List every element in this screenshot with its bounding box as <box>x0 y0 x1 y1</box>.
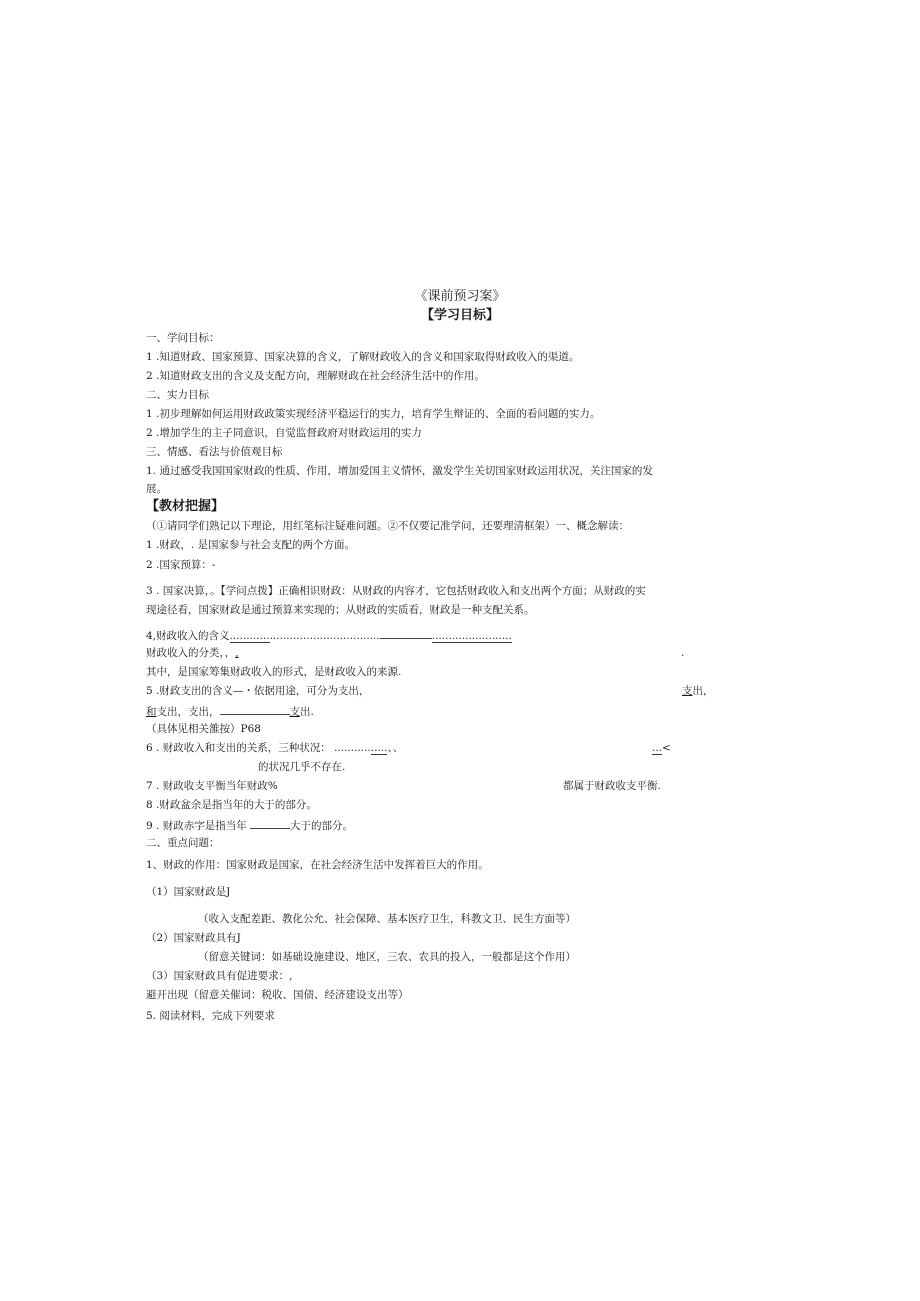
concept-9 <box>146 817 353 833</box>
concept-5-line-3: （具体见相关雒按）P68 <box>146 723 261 735</box>
concept-5-zhi: 支 <box>682 685 693 697</box>
textbook-heading: 【教材把握】 <box>146 499 225 514</box>
concept-7: 7 . 财政收支平衡当年财政% <box>146 780 278 792</box>
section-knowledge-heading: 一、学问目标： <box>146 332 220 344</box>
concept-4-line-3: 其中，是国家筹集财政收入的形式，是财政收入的来源. <box>146 666 402 678</box>
concept-5-chu-2: 出. <box>300 706 314 718</box>
focus-1-1-note: （收入支配差距、教化公允、社会保障、基本医疗卫生，科教文卫、民生方面等） <box>198 913 576 925</box>
concept-1: 1 .财政，. 是国家参与社会支配的两个方面。 <box>146 539 356 551</box>
concept-9-end: 大于的部分。 <box>290 820 354 832</box>
values-item-1-line-2: 展。 <box>146 483 167 495</box>
concept-5-zhi-2: 支 <box>289 706 300 718</box>
focus-1-1: （1）国家财政是J <box>146 886 231 898</box>
section-values-heading: 三、情感、看法与价值观目标 <box>146 446 283 458</box>
focus-1: 1、财政的作用：国家财政是国家，在社会经济生活中发挥着巨大的作用。 <box>146 859 489 871</box>
concept-6-line-1 <box>146 741 403 755</box>
instructions-paragraph: （①请同学们熟记以下理论，用红笔标注疑难问题。②不仅要记准学问，还要理清框架）一、概念解读： <box>146 520 629 532</box>
ability-item-1: 1 .初步理解如何运用财政政策实现经济平稳运行的实力，培育学生辩证的、全面的看问题的实力。 <box>146 408 601 420</box>
page-title: 《课前预习案》 <box>414 289 506 304</box>
concept-6-end: < <box>662 742 671 754</box>
concept-6-text: 6 . 财政收入和支出的关系，三种状况： <box>146 742 331 754</box>
concept-4-comma: , <box>235 647 239 659</box>
concept-2: 2 .国家预算：- <box>146 559 216 571</box>
learning-goals-heading: 【学习目标】 <box>420 308 499 323</box>
concept-4-dots-2: ................................. <box>269 630 380 642</box>
concept-4-line-2 <box>146 646 239 660</box>
concept-4-dots-1: ............ <box>229 630 270 642</box>
concept-4-line-1 <box>146 627 512 643</box>
concept-4-dots-3: ........................ <box>431 630 512 642</box>
concept-4-classification: 财政收入的分类，， <box>146 647 236 659</box>
concept-6-dots-1: ........... <box>334 742 371 754</box>
concept-5-he: 和 <box>146 706 157 718</box>
reading-task: 5. 阅读材料，完成下列要求 <box>146 1010 275 1022</box>
concept-8: 8 .财政盆余是指当年的大于的部分。 <box>146 799 317 811</box>
section-ability-heading: 二、实力目标 <box>146 389 209 401</box>
concept-6-line-2: 的状况几乎不存在. <box>258 761 346 773</box>
concept-3-line-1: 3 . 国家决算，。【学问点拨】正确相识财政：从财政的内容才，它包括财政收入和支出两个方面；从财政的实 <box>146 585 646 597</box>
focus-1-2-note: （留意关键词：如基础设施建设、地区，三农、农具的投入，一般都是这个作用） <box>198 951 576 963</box>
values-item-1-line-1: 1. 通过感受我国国家财政的性质、作用，增加爱国主义情怀，激发学生关切国家财政运用状况，关注国家的发 <box>146 465 653 477</box>
knowledge-item-1: 1 .知道财政、国家预算、国家决算的含义，了解财政收入的含义和国家取得财政收入的渠道。 <box>146 351 580 363</box>
concept-9-text: 9 . 财政赤字是指当年 <box>146 820 247 832</box>
focus-1-2: （2）国家财政具有J <box>146 932 241 944</box>
concept-5-line-1-end <box>682 684 714 698</box>
concept-4-label: 4,财政收入的含义 <box>146 630 230 642</box>
concept-9-blank <box>250 817 290 829</box>
concept-4-line-2-end: . <box>681 647 685 659</box>
focus-heading: 二、重点问题： <box>146 837 220 849</box>
concept-6-dots-2: ..... <box>370 742 388 754</box>
concept-5-line-2 <box>146 703 314 719</box>
concept-5-line-1: 5 .财政支出的含义—・依据用途，可分为支出， <box>146 685 370 697</box>
concept-6-line-1-end <box>652 741 671 755</box>
ability-item-2: 2 .增加学生的主子同意识，自觉监督政府对财政运用的实力 <box>146 427 422 439</box>
concept-7-end: 都属于财政收支平衡. <box>563 780 661 792</box>
focus-1-3: （3）国家财政具有促进要求：, <box>146 970 293 982</box>
concept-3-line-2: 现途径看，国家财政是通过预算来实现的；从财政的实质看，财政是一种支配关系。 <box>146 604 535 616</box>
concept-4-blank <box>380 627 432 639</box>
focus-1-3-note: 避开出现（留意关催词：税收、国债、经济建设支出等） <box>146 989 409 1001</box>
concept-5-blank <box>220 703 290 715</box>
knowledge-item-2: 2 .知道财政支出的含义及支配方向，理解财政在社会经济生活中的作用。 <box>146 370 485 382</box>
concept-5-chu: 出， <box>692 685 714 697</box>
concept-5-spending: 支出，支出， <box>156 706 220 718</box>
concept-6-dots-3: ... <box>652 742 663 754</box>
concept-6-mid: 、、 <box>387 742 404 754</box>
